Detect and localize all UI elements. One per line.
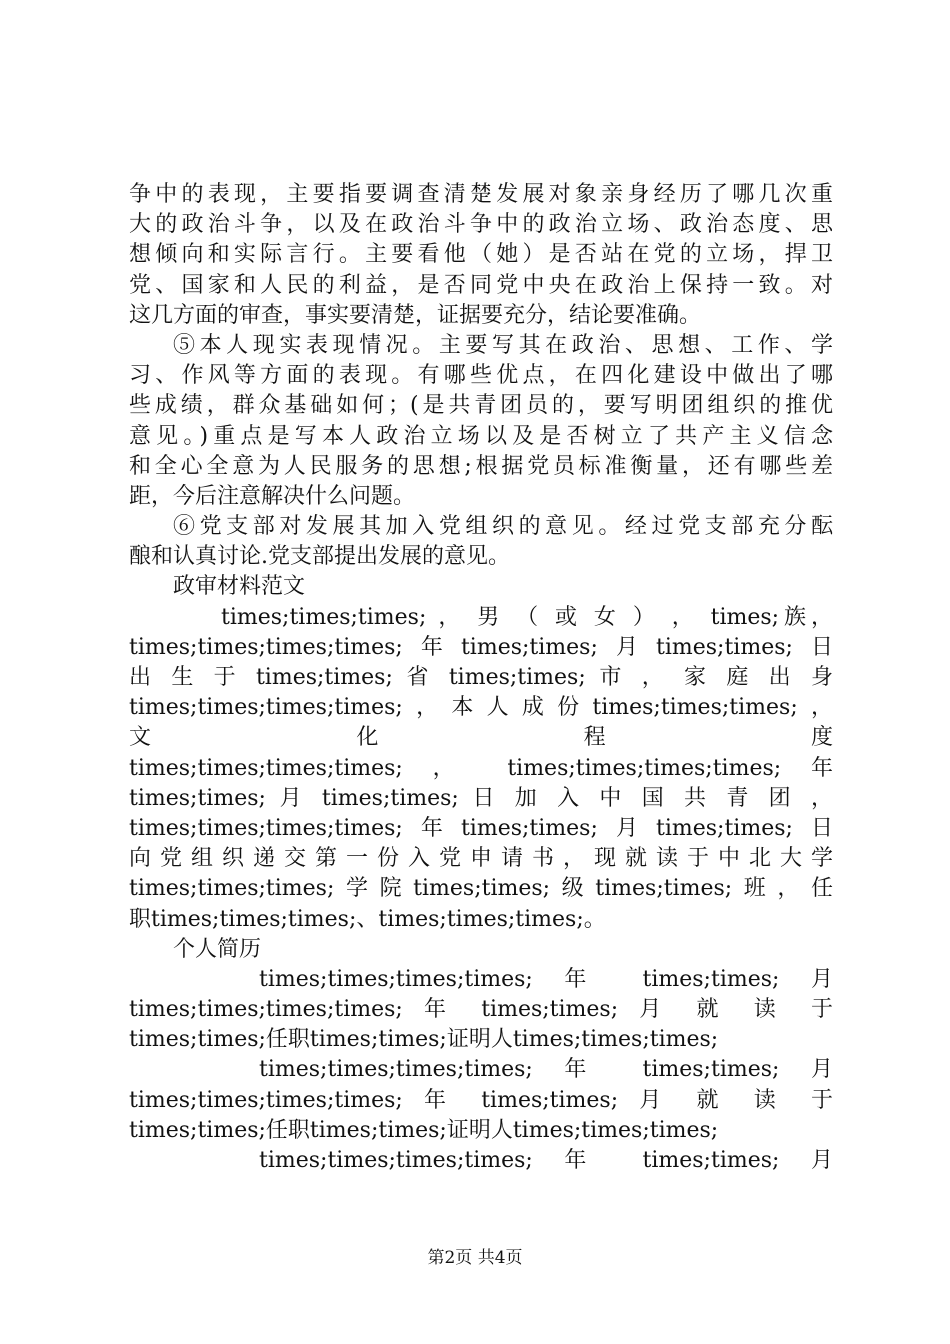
text-line: times;times;times; ， 男 （ 或 女 ） ， times;族， xyxy=(221,604,833,630)
text-line: times;times;times;times; ， times;times;times;times; 年 xyxy=(129,755,833,781)
text-line: 距，今后注意解决什么问题。 xyxy=(129,483,416,509)
text-line: 想倾向和实际言行。主要看他（她）是否站在党的立场，捍卫 xyxy=(129,242,833,268)
text-line: 意见。)重点是写本人政治立场以及是否树立了共产主义信念 xyxy=(129,423,833,449)
text-line: ⑤本人现实表现情况。主要写其在政治、思想、工作、学 xyxy=(173,332,833,358)
text-line: 争中的表现，主要指要调查清楚发展对象亲身经历了哪几次重 xyxy=(129,182,833,207)
section-heading: 政审材料范文 xyxy=(173,574,306,600)
document-body xyxy=(129,180,833,1176)
section-heading: 个人简历 xyxy=(173,936,262,962)
text-line: times;times; 月 times;times; 日 加 入 中 国 共 青 团 ， xyxy=(129,785,833,811)
text-line: 党、国家和人民的利益，是否同党中央在政治上保持一致。对 xyxy=(129,272,833,298)
text-line: 出 生 于 times;times; 省 times;times; 市 ， 家 庭 出 身 xyxy=(129,665,833,690)
text-line: times;times;任职times;times;证明人times;times;times; xyxy=(129,1117,719,1143)
text-line: 文 化 程 度 xyxy=(129,725,833,751)
text-line: 些成绩，群众基础如何；(是共青团员的，要写明团组织的推优 xyxy=(129,393,833,419)
text-line: 大的政治斗争，以及在政治斗争中的政治立场、政治态度、思 xyxy=(129,212,833,238)
text-line: 酿和认真讨论.党支部提出发展的意见。 xyxy=(129,544,510,570)
text-line: times;times;times;times;，本人成份times;times;times;， xyxy=(129,695,833,721)
text-line: 职times;times;times;、times;times;times;。 xyxy=(129,906,606,932)
text-line: 习、作风等方面的表现。有哪些优点，在四化建设中做出了哪 xyxy=(129,363,833,389)
text-line: times;times;任职times;times;证明人times;times;times; xyxy=(129,1027,719,1053)
text-line: times;times;times;学院times;times;级times;times;班，任 xyxy=(129,876,833,902)
text-line: times;times;times;times; 年 times;times; 月 xyxy=(259,1148,833,1173)
text-line: times;times;times;times; 年 times;times; 月 就 读 于 xyxy=(129,1087,833,1113)
text-line: times;times;times;times; 年 times;times; 月 就 读 于 xyxy=(129,997,833,1023)
text-line: times;times;times;times;年times;times;月times;times;日 xyxy=(129,815,833,841)
text-line: times;times;times;times; 年 times;times; 月 xyxy=(259,1057,833,1083)
text-line: 和全心全意为人民服务的思想;根据党员标准衡量，还有哪些差 xyxy=(129,453,833,479)
text-line: times;times;times;times;年times;times;月times;times;日 xyxy=(129,634,833,660)
text-line: times;times;times;times; 年 times;times; 月 xyxy=(259,966,833,992)
text-line: 向党组织递交第一份入党申请书，现就读于中北大学 xyxy=(129,846,833,872)
page-footer: 第2页 共4页 xyxy=(427,1248,523,1268)
text-line: ⑥党支部对发展其加入党组织的意见。经过党支部充分酝 xyxy=(173,514,833,540)
text-line: 这几方面的审查，事实要清楚，证据要充分，结论要准确。 xyxy=(129,302,702,328)
